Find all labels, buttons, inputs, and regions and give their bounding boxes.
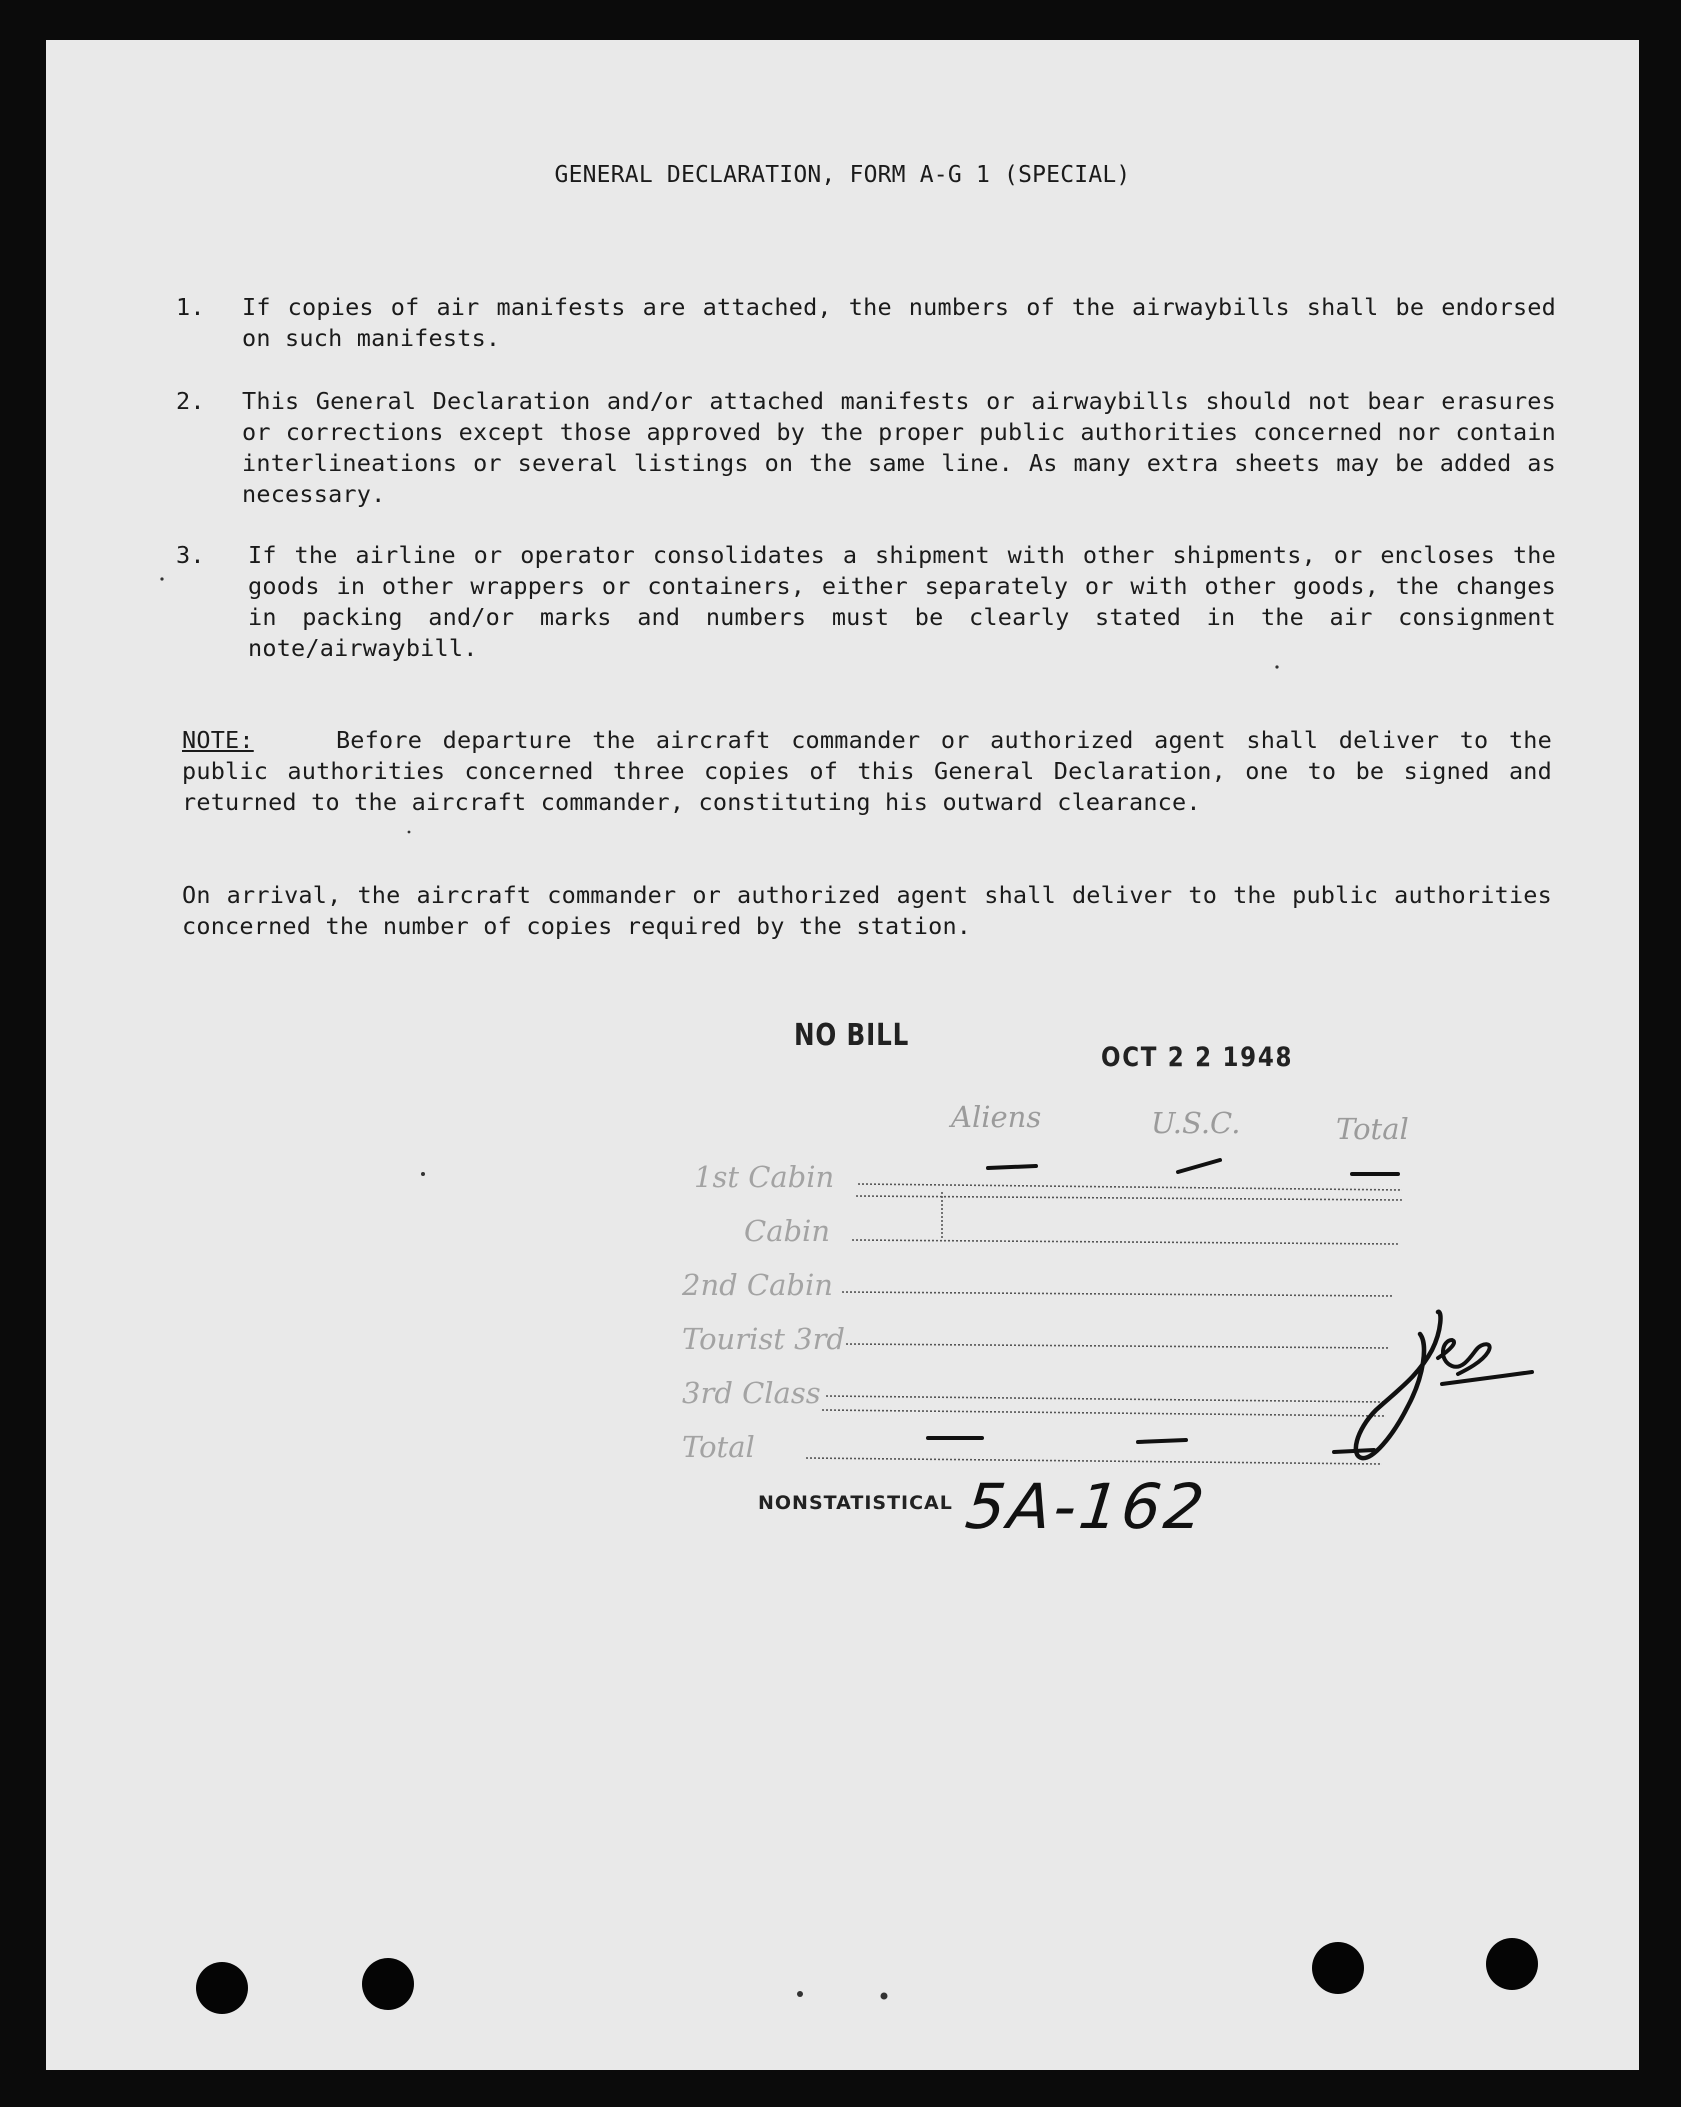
punch-hole-left-2 xyxy=(362,1958,414,2010)
column-usc: U.S.C. xyxy=(1151,1106,1241,1140)
row-label-1st-cabin: 1st Cabin xyxy=(694,1160,835,1194)
column-total: Total xyxy=(1336,1112,1409,1146)
item-text: If the airline or operator consolidates a shipment with other shipments, or encloses the goods in other wrappers or containers, either separately or with other goods, the changes in packing and/or marks and numbers must be clearly stated in the air consignment note/airwaybill. xyxy=(248,541,1556,662)
row-label-2nd-cabin: 2nd Cabin xyxy=(682,1268,833,1302)
row-label-tourist-3rd: Tourist 3rd xyxy=(682,1322,845,1356)
arrival-paragraph: On arrival, the aircraft commander or authorized agent shall deliver to the public authorities concerned the number of copies required by the station. xyxy=(182,881,1552,940)
item-number: 2. xyxy=(176,387,205,415)
item-number: 1. xyxy=(176,293,205,321)
paper-specks xyxy=(46,40,1639,2070)
row-label-3rd-class: 3rd Class xyxy=(682,1376,821,1410)
note-text: Before departure the aircraft commander or authorized agent shall deliver to the public authorities concerned three copies of this General Declaration, one to be signed and returned to the aircraft commander, constituting his outward clearance. xyxy=(182,726,1552,816)
row-label-cabin: Cabin xyxy=(744,1214,830,1248)
item-text: If copies of air manifests are attached, the numbers of the airwaybills shall be endorsed on such manifests. xyxy=(242,293,1556,352)
item-text: This General Declaration and/or attached manifests or airwaybills should not bear erasures or corrections except those approved by the proper public authorities concerned nor contain interlineations or several listings on the same line. As many extra sheets may be added as necessary. xyxy=(242,387,1556,508)
column-aliens: Aliens xyxy=(951,1100,1042,1134)
document-page xyxy=(46,40,1639,2070)
form-title: GENERAL DECLARATION, FORM A-G 1 (SPECIAL) xyxy=(554,162,1131,188)
punch-hole-right-2 xyxy=(1486,1938,1538,1990)
date-stamp: OCT 2 2 1948 xyxy=(1101,1042,1294,1073)
item-number: 3. xyxy=(176,541,205,569)
row-label-total: Total xyxy=(682,1430,755,1464)
no-bill-stamp: NO BILL xyxy=(794,1018,910,1053)
handwritten-code: 5A-162 xyxy=(962,1470,1211,1543)
punch-hole-left-1 xyxy=(196,1962,248,2014)
punch-hole-right-1 xyxy=(1312,1942,1364,1994)
note-label: NOTE: xyxy=(182,726,254,754)
nonstatistical-stamp: NONSTATISTICAL xyxy=(758,1492,953,1514)
